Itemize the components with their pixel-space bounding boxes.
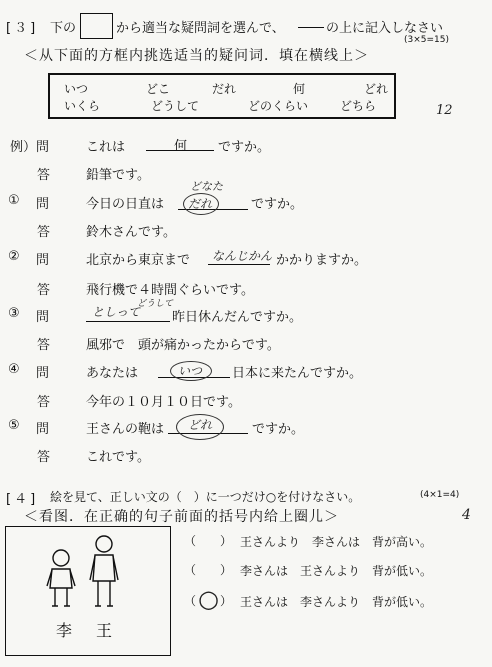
option1-paren-close: ） <box>220 534 233 548</box>
figure-people-illustration <box>5 526 171 656</box>
option2-paren-close: ） <box>220 563 233 577</box>
word-nani: 何 <box>293 82 306 96</box>
example-question-end: ですか。 <box>218 140 271 155</box>
q5-answer: これです。 <box>86 450 150 465</box>
section3-instruction-c: の上に記入しなさい <box>326 21 444 36</box>
q3-handwritten-answer: としって <box>92 305 141 319</box>
example-answer: 鉛筆です。 <box>86 168 150 183</box>
grade-mark-section4: 4 <box>462 507 471 523</box>
example-answer-label: 答 <box>37 168 51 183</box>
q1-answer: 鈴木さんです。 <box>86 225 176 240</box>
q1-handwritten-answer: だれ <box>188 197 213 211</box>
q5-answer-label: 答 <box>37 450 51 465</box>
q1-number: ① <box>8 193 20 208</box>
word-doushite: どうして <box>151 99 200 113</box>
section3-instruction-a: 下の <box>50 21 77 36</box>
option2-paren-open: （ <box>184 563 197 577</box>
q4-answer-label: 答 <box>37 395 51 410</box>
q5-number: ⑤ <box>8 418 20 433</box>
q2-question-end: かかりますか。 <box>276 253 368 268</box>
q2-question: 北京から東京まで <box>86 253 191 268</box>
q4-answer: 今年の１０月１０日です。 <box>86 395 241 410</box>
example-question: これは <box>86 140 126 155</box>
word-ikura: いくら <box>64 99 101 113</box>
figure-label-wang: 王 <box>96 621 113 640</box>
q4-question-end: 日本に来たんですか。 <box>232 366 363 381</box>
section4-chinese: ＜看图．在正确的句子前面的括号内给上圈儿＞ <box>24 509 339 525</box>
q5-question-end: ですか。 <box>252 422 305 437</box>
q4-label: 問 <box>36 366 50 381</box>
q4-handwritten-answer: いつ <box>178 364 203 378</box>
word-itsu: いつ <box>64 82 89 96</box>
example-label: 例）問 <box>10 140 50 155</box>
q5-question: 王さんの鞄は <box>86 422 165 437</box>
q2-handwritten-answer: なんじかん <box>212 249 273 263</box>
section3-number: [３] <box>6 21 39 36</box>
q4-number: ④ <box>8 362 20 377</box>
q1-question: 今日の日直は <box>86 197 165 212</box>
example-answer-word: 何 <box>174 139 188 154</box>
word-dochira: どちら <box>340 99 377 113</box>
word-donokurai: どのくらい <box>248 99 309 113</box>
section3-chinese: ＜从下面的方框内挑选适当的疑问词．填在横线上＞ <box>24 48 369 64</box>
option3-mark[interactable]: ○ <box>198 585 219 613</box>
q4-question: あなたは <box>86 366 139 381</box>
grade-mark-section3: 12 <box>436 103 453 118</box>
instruction-blank-box <box>80 13 113 39</box>
q3-number: ③ <box>8 306 20 321</box>
section3-score: (3×5=15) <box>404 35 450 45</box>
option3-paren-open: （ <box>184 594 197 608</box>
q1-question-end: ですか。 <box>251 197 304 212</box>
q1-answer-label: 答 <box>37 225 51 240</box>
option1-paren-open: （ <box>184 534 197 548</box>
q2-blank-line <box>208 264 270 265</box>
q2-answer: 飛行機で４時間ぐらいです。 <box>86 283 254 298</box>
word-dare: だれ <box>212 82 237 96</box>
figure-label-li: 李 <box>56 621 73 640</box>
q3-blank-line <box>86 321 170 322</box>
option1-text: 王さんより 李さんは 背が高い。 <box>240 535 433 549</box>
q5-handwritten-answer: どれ <box>188 418 213 432</box>
q2-answer-label: 答 <box>37 283 51 298</box>
option3-text: 王さんは 李さんより 背が低い。 <box>240 595 433 609</box>
q1-handwritten-note: どなた <box>190 180 223 193</box>
instruction-blank-line <box>298 27 324 28</box>
q1-label: 問 <box>36 197 50 212</box>
q2-number: ② <box>8 249 20 264</box>
word-doko: どこ <box>146 82 171 96</box>
option3-paren-close: ） <box>220 594 233 608</box>
q3-answer: 風邪で 頭が痛かったからです。 <box>86 338 280 353</box>
q3-handwritten-note: どうして <box>137 299 174 309</box>
q3-question-end: 昨日休んだんですか。 <box>172 310 303 325</box>
section4-instruction: 絵を見て、正しい文の（ ）に一つだけ○を付けなさい。 <box>50 490 361 504</box>
section4-score: (4×1=4) <box>420 490 460 500</box>
option2-text: 李さんは 王さんより 背が低い。 <box>240 564 433 578</box>
section3-instruction-b: から適当な疑問詞を選んで、 <box>116 21 285 36</box>
q3-answer-label: 答 <box>37 338 51 353</box>
section4-number: [４] <box>6 492 39 507</box>
q3-label: 問 <box>36 310 50 325</box>
word-dore: どれ <box>364 82 389 96</box>
q2-label: 問 <box>36 253 50 268</box>
q5-label: 問 <box>36 422 50 437</box>
